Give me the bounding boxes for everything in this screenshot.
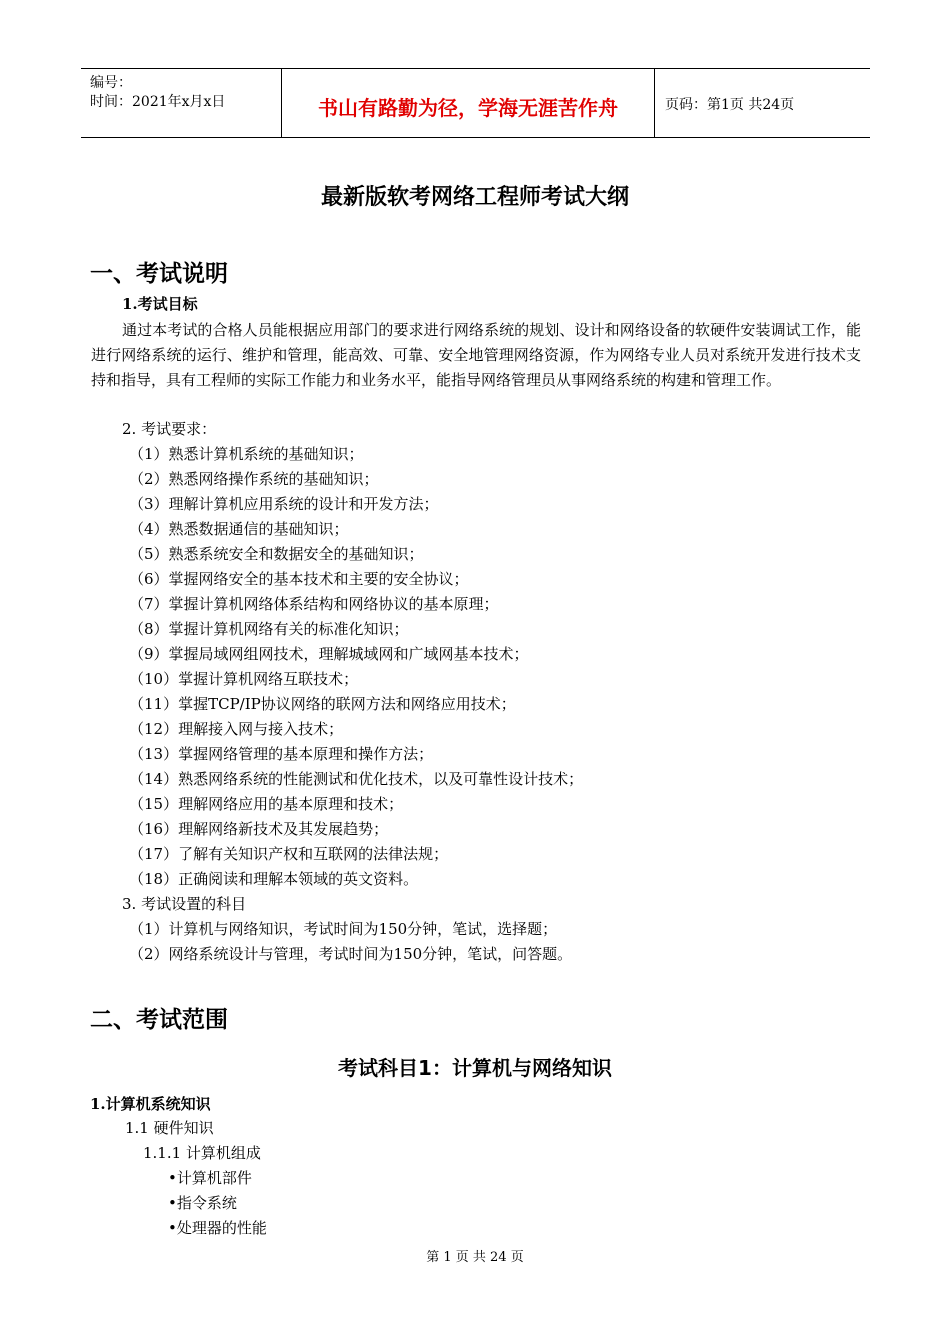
header-right-cell [655, 69, 870, 137]
subject-item: （1）计算机与网络知识，考试时间为150分钟，笔试，选择题； [129, 920, 558, 938]
section1-heading: 一、考试说明 [90, 260, 228, 287]
bullet-item: •计算机部件 [168, 1169, 252, 1187]
document-title: 最新版软考网络工程师考试大纲 [320, 184, 629, 210]
requirement-item: （1）熟悉计算机系统的基础知识； [129, 445, 364, 463]
requirement-item: （9）掌握局域网组网技术，理解城域网和广域网基本技术； [129, 645, 529, 663]
requirement-item: （18）正确阅读和理解本领域的英文资料。 [129, 870, 419, 888]
page-info: 页码：第1页 共24页 [665, 97, 795, 113]
bullet-item: •处理器的性能 [168, 1219, 267, 1237]
code-label: 编号： [90, 75, 132, 91]
bullet-item: •指令系统 [168, 1194, 237, 1212]
requirement-item: （3）理解计算机应用系统的设计和开发方法； [129, 495, 439, 513]
subsubtopic-heading: 1.1.1 计算机组成 [143, 1144, 261, 1162]
goal-paragraph: 通过本考试的合格人员能根据应用部门的要求进行网络系统的规划、设计和网络设备的软硬件安装调试工作，能进行网络系统的运行、维护和管理，能高效、可靠、安全地管理网络资源，作为网络专业人员对系统开发进行技术支持和指导，具有工程师的实际工作能力和业务水平，能指导网络管理员从事网络系统的构建和管理工作。 [91, 321, 861, 389]
requirement-item: （15）理解网络应用的基本原理和技术； [129, 795, 404, 813]
requirement-item: （13）掌握网络管理的基本原理和操作方法； [129, 745, 434, 763]
header-left-cell [81, 69, 282, 137]
section2-heading: 二、考试范围 [90, 1006, 228, 1033]
subtopic-heading: 1.1 硬件知识 [125, 1119, 214, 1137]
section1-sub1: 1.考试目标 [122, 295, 198, 313]
requirement-item: （4）熟悉数据通信的基础知识； [129, 520, 349, 538]
section1-sub2: 2. 考试要求： [122, 420, 217, 438]
requirement-item: （10）掌握计算机网络互联技术； [129, 670, 359, 688]
requirement-item: （5）熟悉系统安全和数据安全的基础知识； [129, 545, 424, 563]
date-label: 时间：2021年x月x日 [90, 94, 226, 110]
subject-title: 考试科目1：计算机与网络知识 [338, 1056, 612, 1080]
requirement-item: （8）掌握计算机网络有关的标准化知识； [129, 620, 409, 638]
requirement-item: （11）掌握TCP/IP协议网络的联网方法和网络应用技术； [129, 695, 516, 713]
requirement-item: （14）熟悉网络系统的性能测试和优化技术，以及可靠性设计技术； [129, 770, 584, 788]
header-middle-cell [282, 69, 655, 137]
requirement-item: （7）掌握计算机网络体系结构和网络协议的基本原理； [129, 595, 499, 613]
page-footer: 第 1 页 共 24 页 [426, 1250, 524, 1265]
section1-sub3: 3. 考试设置的科目 [122, 895, 247, 913]
requirement-item: （2）熟悉网络操作系统的基础知识； [129, 470, 379, 488]
requirement-item: （6）掌握网络安全的基本技术和主要的安全协议； [129, 570, 469, 588]
topic-heading: 1.计算机系统知识 [90, 1095, 211, 1113]
header-table [81, 68, 870, 138]
requirement-item: （16）理解网络新技术及其发展趋势； [129, 820, 389, 838]
subject-item: （2）网络系统设计与管理，考试时间为150分钟，笔试，问答题。 [129, 945, 573, 963]
requirement-item: （17）了解有关知识产权和互联网的法律法规； [129, 845, 449, 863]
requirement-item: （12）理解接入网与接入技术； [129, 720, 344, 738]
motto: 书山有路勤为径，学海无涯苦作舟 [318, 96, 618, 120]
